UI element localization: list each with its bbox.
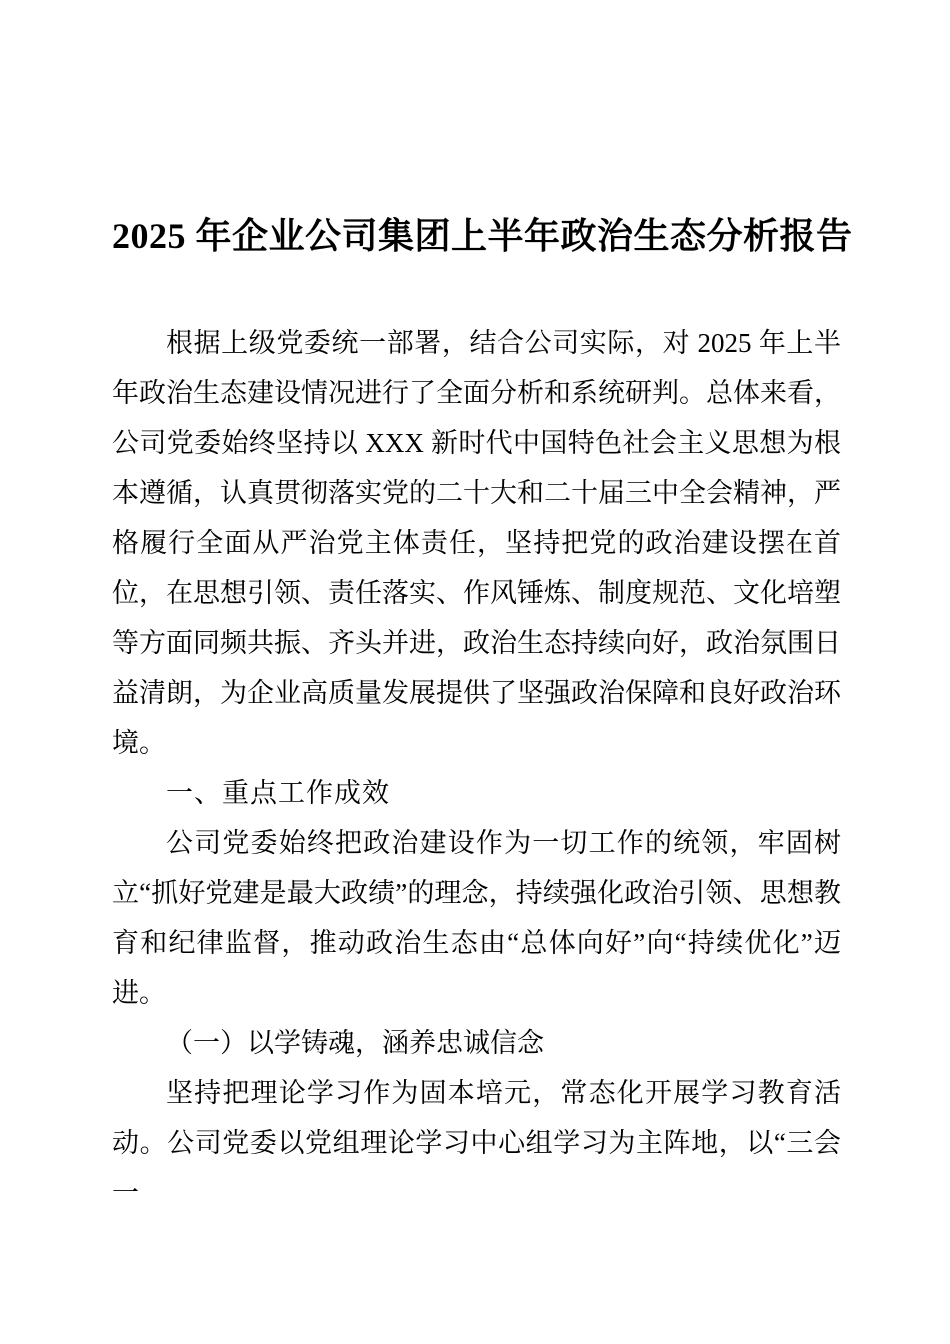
paragraph-overview: 根据上级党委统一部署，结合公司实际，对 2025 年上半年政治生态建设情况进行了全面分析和系统研判。总体来看，公司党委始终坚持以 XXX 新时代中国特色社会主义思想为根本遵循，认真贯彻落实党的二十大和二十届三中全会精神，严格履行全面从严治党主体责任，坚持把党的政治建设摆在首位，在思想引领、责任落实、作风锤炼、制度规范、文化培塑等方面同频共振、齐头并进，政治生态持续向好，政治氛围日益清朗，为企业高质量发展提供了坚强政治保障和良好政治环境。: [112, 328, 841, 758]
paragraph-political-construction: 公司党委始终把政治建设作为一切工作的统领，牢固树立“抓好党建是最大政绩”的理念，持续强化政治引领、思想教育和纪律监督，推动政治生态由“总体向好”向“持续优化”迈进。: [112, 828, 841, 1008]
paragraph-theory-study: 坚持把理论学习作为固本培元，常态化开展学习教育活动。公司党委以党组理论学习中心组学习为主阵地，以“三会一: [112, 1078, 841, 1208]
subsection-heading-learning-loyalty: （一）以学铸魂，涵养忠诚信念: [166, 1028, 544, 1058]
section-heading-key-achievements: 一、重点工作成效: [166, 778, 390, 808]
document-title: 2025 年企业公司集团上半年政治生态分析报告: [112, 216, 853, 256]
document-body: [112, 318, 841, 1218]
